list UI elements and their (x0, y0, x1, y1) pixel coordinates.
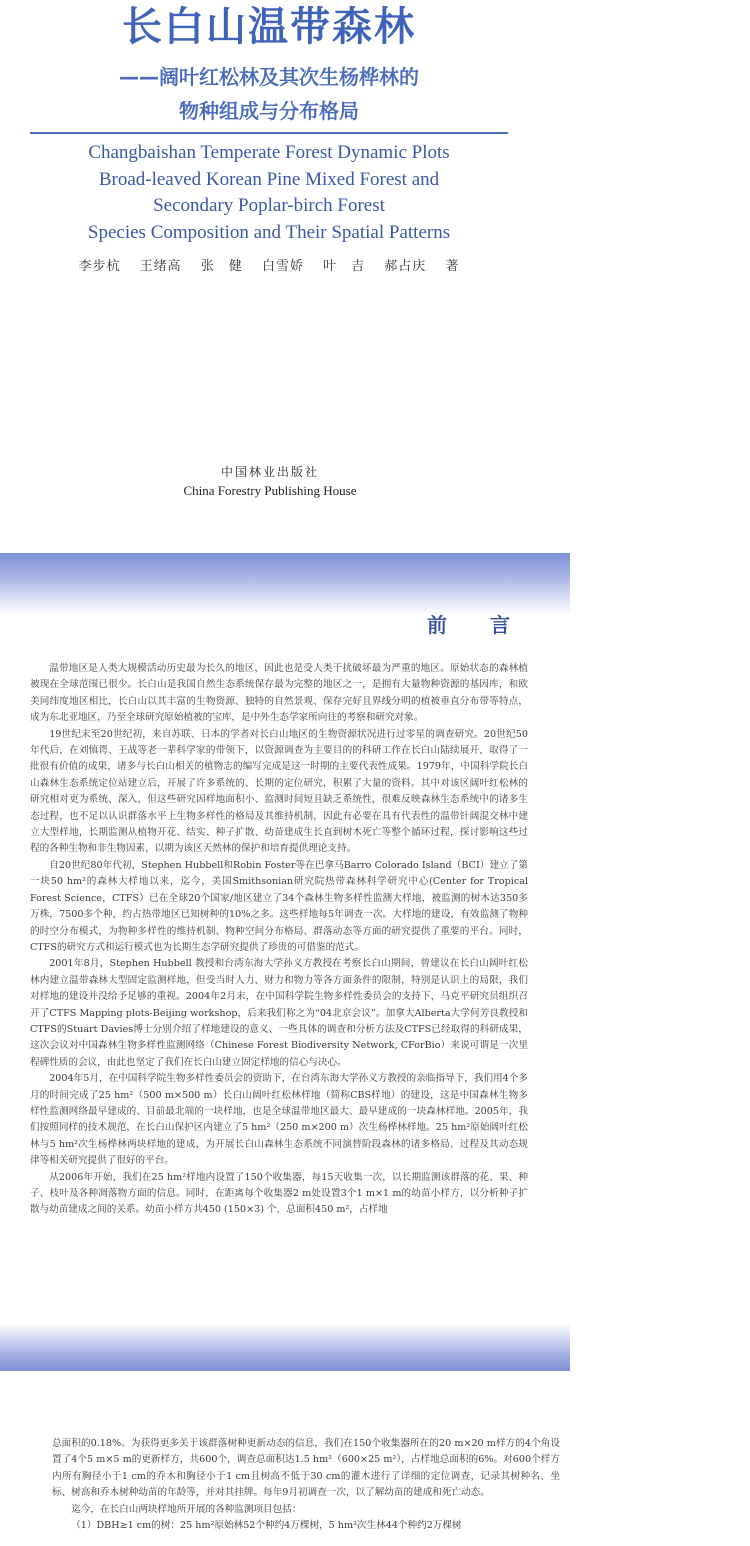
english-title-line: Changbaishan Temperate Forest Dynamic Plots (88, 142, 450, 163)
page-header-band (0, 553, 570, 615)
author-name: 张 健 (200, 259, 243, 274)
preface-page (0, 553, 570, 1371)
preface-paragraph: 自20世纪80年代初，Stephen Hubbell和Robin Foster等在巴拿马Barro Colorado Island（BCI）建立了第一块50 hm²的森林大样地以来，迄今，美国Smithsonian研究院热带森林科学研究中心(Center for Tropical Forest Science，CTFS）已在全球20个国家/地区建立了34个森林生物多样性监测大样地，被监测的树木达350多万株，7500多个种，约占热带地区已知树种的10%之多。这些样地每5年调查一次。大样地的建设，有效监测了物种的时空分布模式，为物种多样性的维持机制、物种空间分布格局、群落动态等方面的研究提供了重要的平台。同时，CTFS的研究方式和运行模式也为长期生态学研究提供了珍贵的可借鉴的范式。 (30, 859, 528, 953)
preface-paragraph: 2004年5月，在中国科学院生物多样性委员会的资助下，在台湾东海大学孙义方教授的亲临指导下，我们用4个多月的时间完成了25 hm²（500 m×500 m）长白山阔叶红松林样地（简称CBS样地）的建设，这是中国森林生物多样性监测网络最早建成的、目前最北端的一块样地，也是全球温带地区最大、最早建成的一块森林样地。2005年，我们按照同样的技术规范，在长白山保护区内建立了5 hm²（250 m×200 m）次生杨桦林样地。25 hm²原始阔叶红松林与5 hm²次生杨桦林两块样地的建成，为开展长白山森林生态系统不同演替阶段森林的诸多格局、过程及其动态规律等相关研究提供了很好的平台。 (30, 1073, 528, 1167)
authorship-mark: 著 (445, 259, 460, 274)
author-name: 郝占庆 (384, 259, 427, 274)
title-divider (30, 132, 508, 134)
preface-paragraph: 温带地区是人类大规模活动历史最为长久的地区，因此也是受人类干扰破坏最为严重的地区。原始状态的森林植被现在全球范围已很少。长白山是我国自然生态系统保存最为完整的地区之一，是拥有大量物种资源的基因库，和欧美同纬度地区相比，长白山以其丰富的生物资源、独特的自然景观、保存完好且界线分明的植被垂直分布带等特点，成为东北亚地区，乃至全球研究原始植被的宝库，是中外生态学家所向往的考察和研究对象。 (30, 663, 528, 724)
page-footer-band (0, 1323, 570, 1371)
english-title-line: Secondary Poplar-birch Forest (153, 195, 385, 216)
preface-paragraph: 从2006年开始，我们在25 hm²样地内设置了150个收集器，每15天收集一次，以长期监测该群落的花、果、种子、枝叶及各种凋落物方面的信息。同时，在距离每个收集器2 m处设置3个1 m×1 m的幼苗小样方，以分析种子扩散与幼苗建成之间的关系。幼苗小样方共450 (150×3) 个，总面积450 m²，占样地 (30, 1171, 528, 1216)
preface-paragraph: 2001年8月，Stephen Hubbell 教授和台湾东海大学孙义方教授在考察长白山期间，曾建议在长白山阔叶红松林内建立温带森林大型固定监测样地，但受当时人力、财力和物力等各方面条件的限制，特别是认识上的局限，我们对样地的建设并没给予足够的重视。2004年2月末，在中国科学院生物多样性委员会的支持下，马克平研究员组织召开了CTFS Mapping plots-Beijing workshop，后来我们称之为“04北京会议”。加拿大Alberta大学何芳良教授和CTFS的Stuart Davies博士分别介绍了样地建设的意义、一些具体的调查和分析方法及CTFS已经取得的科研成果，这次会议对中国森林生物多样性监测网络（Chinese Forest Biodiversity Network, CForBio）来说可谓是一次里程碑性质的会议，由此也坚定了我们在长白山建立固定样地的信心与决心。 (30, 958, 528, 1068)
book-subtitle-chinese-line-2: 物种组成与分布格局 (179, 99, 359, 123)
publisher-name-english: China Forestry Publishing House (183, 483, 357, 498)
english-title-line: Species Composition and Their Spatial Patterns (87, 221, 451, 243)
author-list (30, 255, 508, 274)
author-name: 李步杭 (78, 259, 121, 274)
author-name: 王绪高 (139, 259, 182, 274)
author-name: 叶 吉 (323, 259, 366, 274)
book-title-chinese: 长白山温带森林 (122, 4, 416, 50)
english-title-line: Broad-leaved Korean Pine Mixed Forest and (98, 168, 440, 190)
author-name: 白雪娇 (261, 259, 304, 274)
continuation-paragraph: 总面积的0.18%。为获得更多关于该群落树种更新动态的信息，我们在150个收集器所在的20 m×20 m样方的4个角设置了4个5 m×5 m的更新样方，共600个，调查总面积达1.5 hm²（600×25 m²），占样地总面积的6%。对600个样方内所有胸径小于1 cm的乔木和胸径小于1 cm且树高不低于30 cm的灌木进行了详细的定位调查，记录其树种名、坐标、树高和乔木树种幼苗的年龄等，并对其挂牌。每年9月初调查一次，以了解幼苗的建成和死亡动态。 (52, 1438, 560, 1499)
publisher-name-chinese: 中国林业出版社 (220, 465, 319, 479)
preface-body (30, 661, 528, 1219)
preface-paragraph: 19世纪末至20世纪初，来自苏联、日本的学者对长白山地区的生物资源状况进行过零星的调查研究。20世纪50年代后，在刘慎谔、王战等老一辈科学家的带领下，以资源调查为主要目的的科研工作在长白山陆续展开，取得了一批很有价值的成果，诸多与长白山相关的植物志的编写完成是这一时期的主要代表性成果。1979年，中国科学院长白山森林生态系统定位站建立后，开展了许多系统的、长期的定位研究，积累了大量的资料。其中对该区阔叶红松林的研究相对更为系统、深入，但这些研究因样地面积小、监测时间短且缺乏系统性，很难反映森林生态系统中的诸多生态过程，也不足以认识群落水平上生物多样性的格局及其维持机制，因此有必要在具有代表性的温带针阔混交林中建立大型样地，长期监测从植物开花、结实、种子扩散、幼苗建成生长直到树木死亡等整个循环过程，探讨影响这些过程的各种生物和非生物因素，以期为该区天然林的保护和培育提供理论支持。 (30, 728, 528, 855)
preface-heading: 前 言 (427, 613, 528, 637)
book-subtitle-chinese-line-1: ——阔叶红松林及其次生杨桦林的 (119, 65, 419, 89)
preface-continuation (52, 1436, 560, 1534)
book-title-english (30, 140, 508, 246)
continuation-paragraph: 迄今，在长白山两块样地所开展的各种监测项目包括： (71, 1503, 302, 1515)
monitoring-list-item: （1）DBH≥1 cm的树：25 hm²原始林52个种约4万棵树，5 hm²次生林44个种约2万棵树 (71, 1520, 462, 1532)
